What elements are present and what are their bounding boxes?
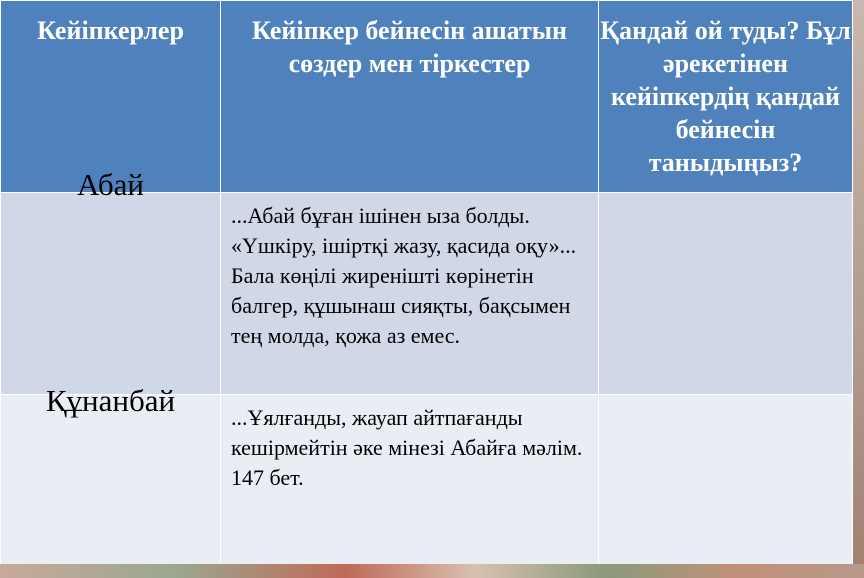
table-row <box>1 193 853 395</box>
character-words: ...Абай бұған ішінен ыза болды. «Үшкіру, ішіртқі жазу, қасида оқу»... Бала көңілі жиреніштi көрінетін балгер, құшынаш сияқты, бақсымен тең молда, қожа аз емес. <box>231 203 577 348</box>
character-words: ...Ұялғанды, жауап айтпағанды кешірмейтін әке мінезі Абайға мәлім. 147 бет. <box>231 405 583 490</box>
character-cell <box>1 383 221 567</box>
table-row <box>1 395 853 567</box>
header-characters <box>1 1 221 193</box>
character-name: Абай <box>77 167 144 202</box>
character-cell <box>1 167 221 395</box>
character-name: Құнанбай <box>45 383 176 418</box>
background-decoration <box>0 564 864 578</box>
header-words <box>221 1 599 193</box>
header-characters-label: Кейіпкерлер <box>37 16 184 45</box>
words-cell <box>221 193 599 395</box>
header-words-label: Кейіпкер бейнесін ашатын сөздер мен тіркестер <box>251 16 567 78</box>
header-question-label: Қандай ой туды? Бұл әрекетінен кейіпкердің қандай бейнесін таныдыңыз? <box>600 16 851 177</box>
table-header-row <box>1 1 853 193</box>
answer-cell[interactable] <box>599 193 853 395</box>
header-question <box>599 1 853 193</box>
words-cell <box>221 395 599 567</box>
answer-cell[interactable] <box>599 395 853 567</box>
